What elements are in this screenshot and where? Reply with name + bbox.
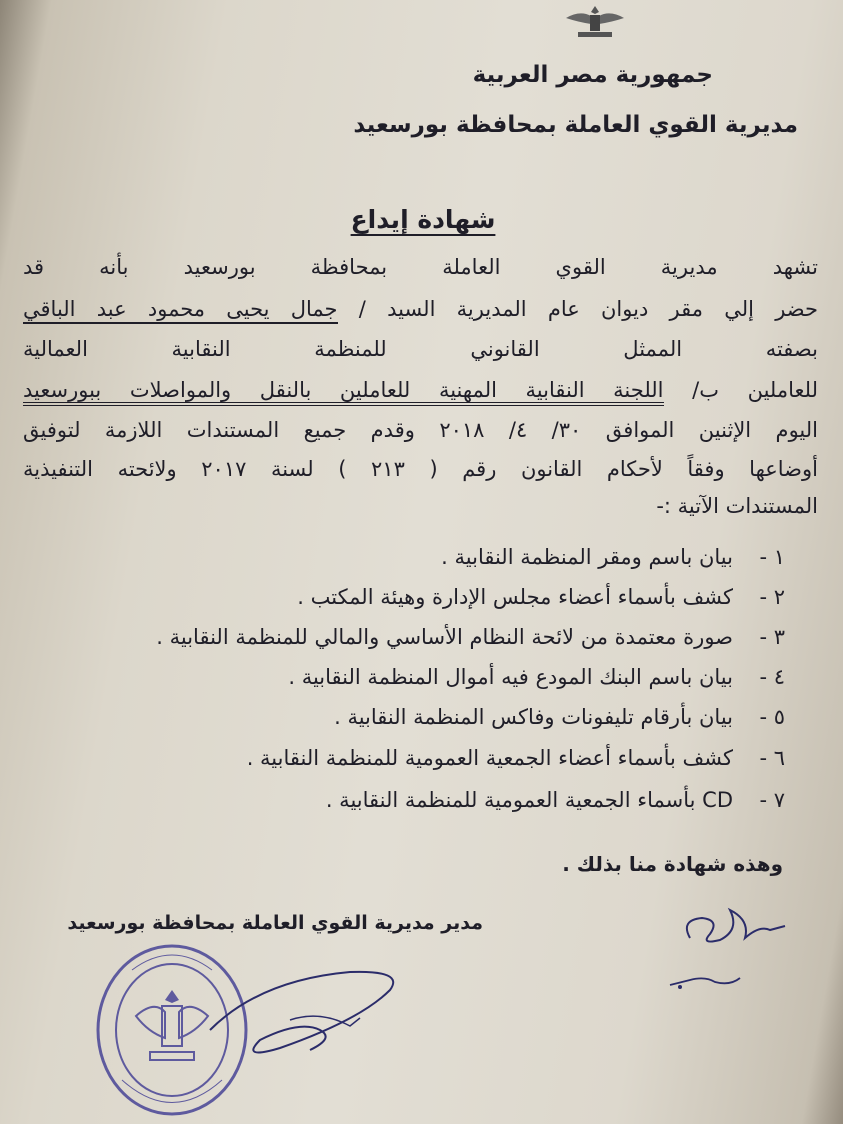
body-line-7: المستندات الآتية :- [656,494,818,518]
body-line-4-text: للعاملين ب/ اللجنة النقابية المهنية للعاملين بالنقل والمواصلات ببورسعيد [23,378,818,406]
list-item: ٣ -صورة معتمدة من لائحة النظام الأساسي والمالي للمنظمة النقابية . [156,625,785,649]
list-item: ٥ -بيان بأرقام تليفونات وفاكس المنظمة النقابية . [334,705,785,729]
signature-director [60,960,440,1080]
body-line-4 [23,378,818,402]
signature-receiver [660,890,800,1010]
list-item: ٦ -كشف بأسماء أعضاء الجمعية العمومية للمنظمة النقابية . [246,746,785,770]
committee-name: اللجنة النقابية المهنية للعاملين بالنقل والمواصلات ببورسعيد [23,378,664,406]
body-line-2-text: حضر إلي مقر ديوان عام المديرية السيد / جمال يحيى محمود عبد الباقي [23,297,818,324]
directorate-heading: مديرية القوي العاملة بمحافظة بورسعيد [353,112,798,138]
document-title: شهادة إيداع [350,205,496,234]
signatory-title: مدير مديرية القوي العاملة بمحافظة بورسعيد [67,912,483,934]
list-item: ٤ -بيان باسم البنك المودع فيه أموال المنظمة النقابية . [288,665,785,689]
list-item: ١ -بيان باسم ومقر المنظمة النقابية . [441,545,785,569]
country-heading: جمهورية مصر العربية [472,62,713,88]
body-line-6: أوضاعها وفقاً لأحكام القانون رقم ( ٢١٣ ) لسنة ٢٠١٧ ولائحته التنفيذية [23,457,818,481]
body-line-5: اليوم الإثنين الموافق ٣٠/ ٤/ ٢٠١٨ وقدم جميع المستندات اللازمة لتوفيق [23,418,818,442]
list-item: ٢ -كشف بأسماء أعضاء مجلس الإدارة وهيئة المكتب . [297,585,785,609]
closing-line: وهذه شهادة منا بذلك . [562,852,783,876]
body-line-3: بصفته الممثل القانوني للمنظمة النقابية العمالية [23,337,818,361]
representative-name: جمال يحيى محمود عبد الباقي [23,297,338,324]
list-item: ٧ -CD بأسماء الجمعية العمومية للمنظمة النقابية . [325,788,785,812]
eagle-emblem-icon [560,4,630,40]
body-line-2 [23,297,818,321]
body-line-1: تشهد مديرية القوي العاملة بمحافظة بورسعيد بأنه قد [23,255,818,279]
